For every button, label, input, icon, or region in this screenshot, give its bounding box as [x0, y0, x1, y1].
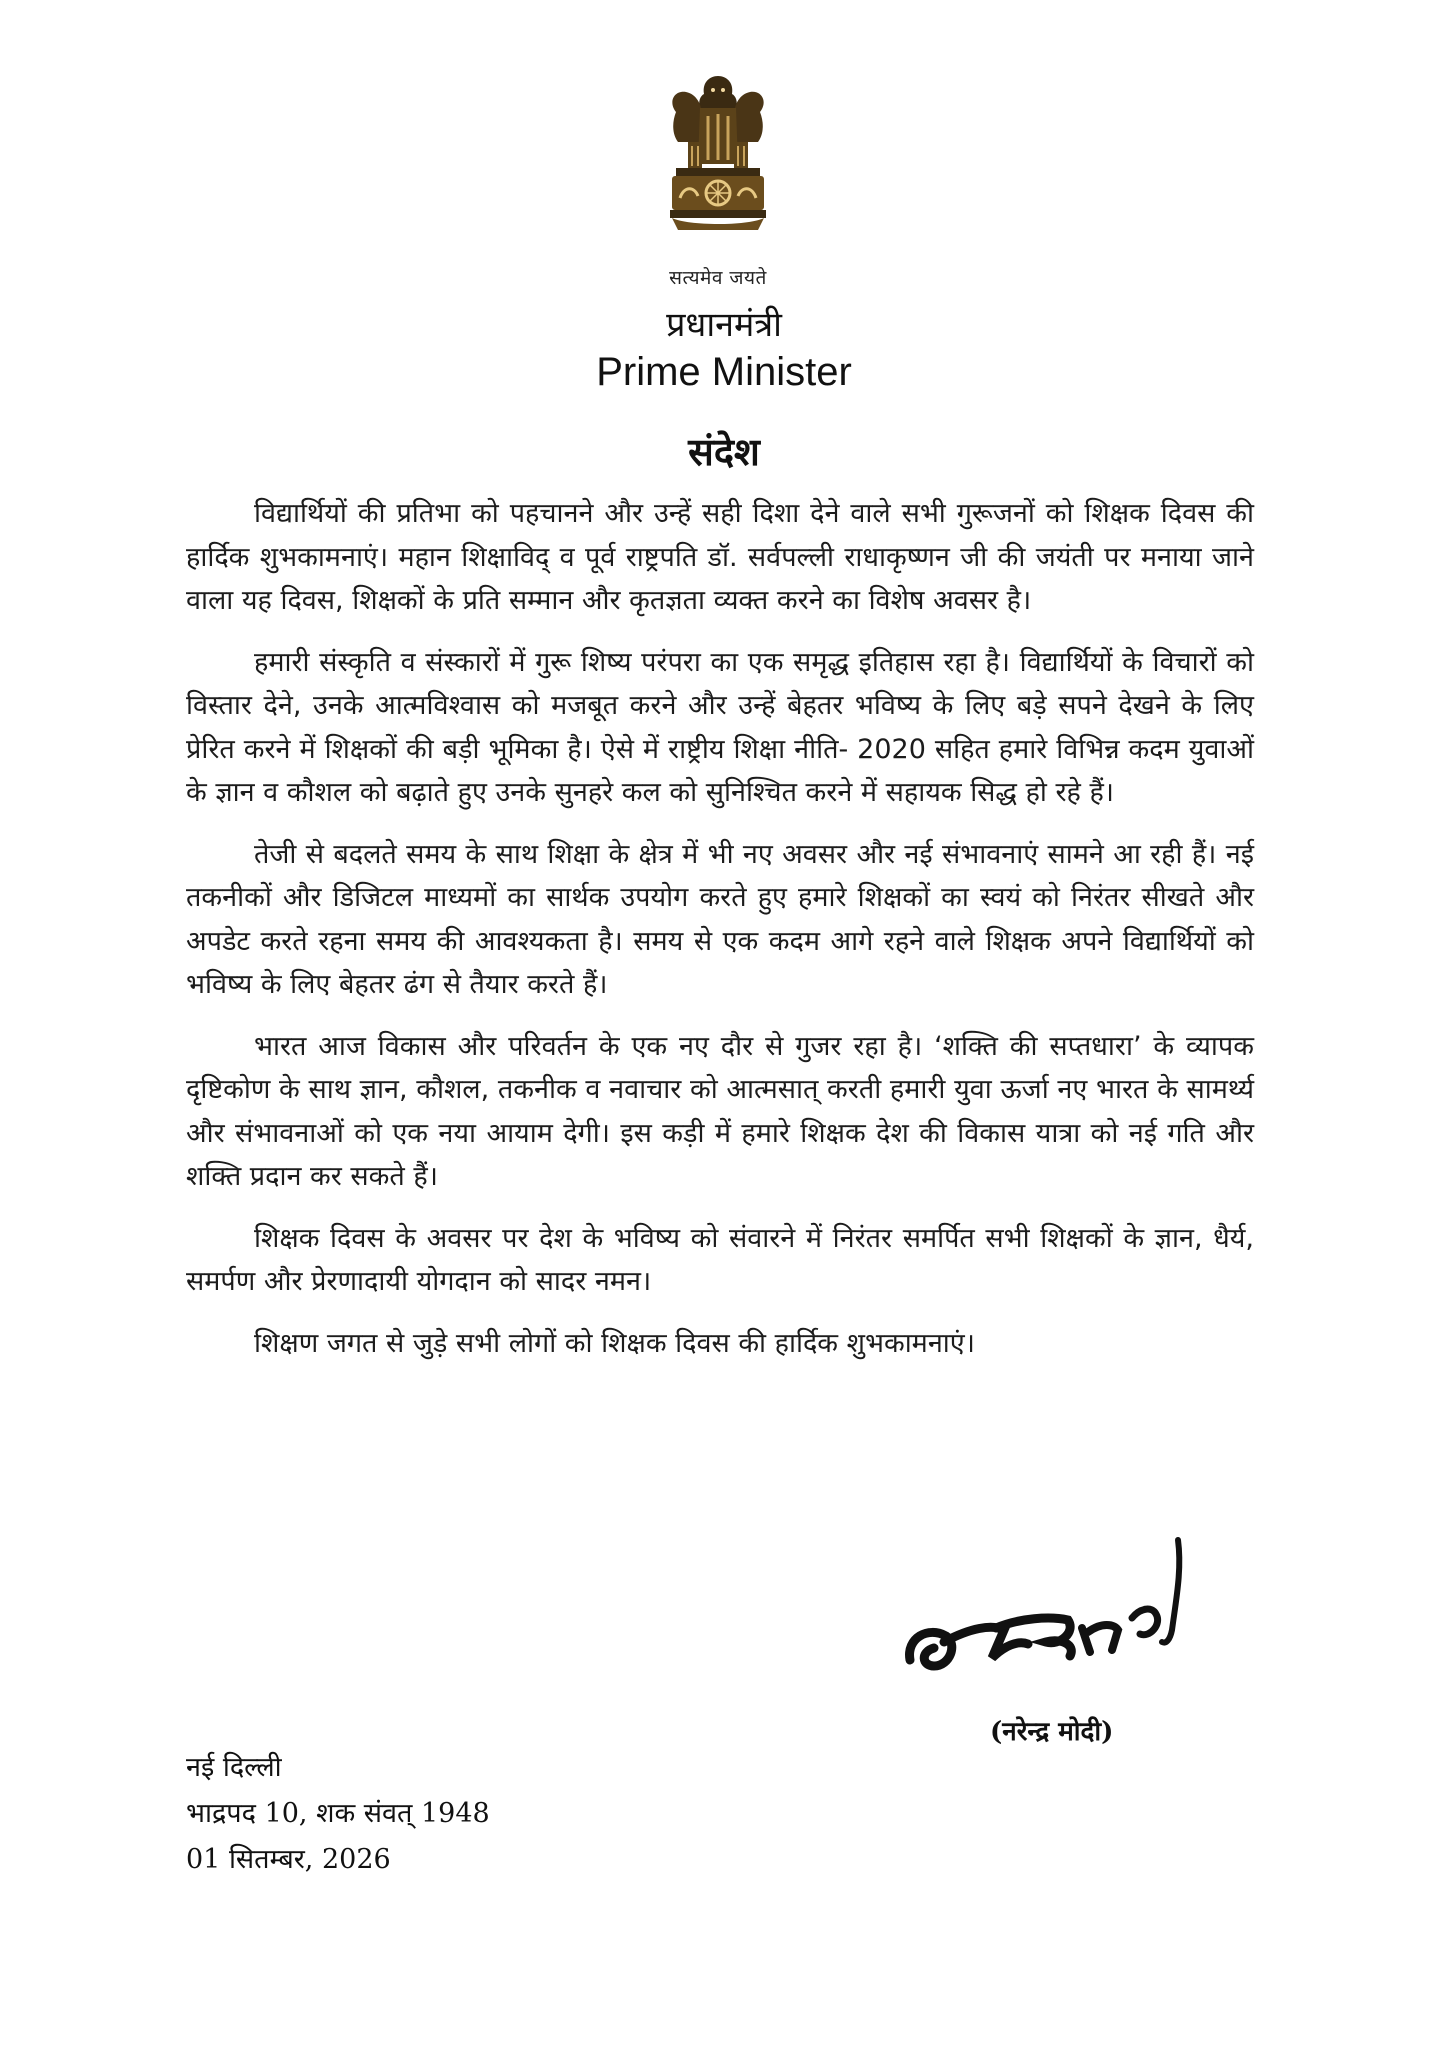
emblem-block — [600, 72, 836, 290]
paragraph-1: विद्यार्थियों की प्रतिभा को पहचानने और उन्हें सही दिशा देने वाले सभी गुरूजनों को शिक्षक दिवस की हार्दिक शुभकामनाएं। महान शिक्षाविद् व पूर्व राष्ट्रपति डॉ. सर्वपल्ली राधाकृष्णन जी की जयंती पर मनाया जाने वाला यह दिवस, शिक्षकों के प्रति सम्मान और कृतज्ञता व्यक्त करने का विशेष अवसर है। — [186, 498, 1254, 616]
office-title-english: Prime Minister — [596, 350, 852, 394]
paragraph-6: शिक्षण जगत से जुड़े सभी लोगों को शिक्षक दिवस की हार्दिक शुभकामनाएं। — [254, 1327, 975, 1359]
handwritten-signature — [900, 1520, 1200, 1700]
place: नई दिल्ली — [186, 1752, 282, 1783]
message-body — [186, 492, 1254, 1383]
signatory-name: (नरेन्द्र मोदी) — [990, 1717, 1114, 1747]
message-heading: संदेश — [688, 429, 760, 474]
paragraph-5: शिक्षक दिवस के अवसर पर देश के भविष्य को संवारने में निरंतर समर्पित सभी शिक्षकों के ज्ञान, धैर्य, समर्पण और प्रेरणादायी योगदान को सादर नमन। — [186, 1222, 1254, 1297]
saka-date: भाद्रपद 10, शक संवत् 1948 — [186, 1798, 490, 1829]
paragraph-3: तेजी से बदलते समय के साथ शिक्षा के क्षेत्र में भी नए अवसर और नई संभावनाएं सामने आ रही हैं। नई तकनीकों और डिजिटल माध्यमों का सार्थक उपयोग करते हुए हमारे शिक्षकों का स्वयं को निरंतर सीखते और अपडेट करते रहना समय की आवश्यकता है। समय से एक कदम आगे रहने वाले शिक्षक अपने विद्यार्थियों को भविष्य के लिए बेहतर ढंग से तैयार करते हैं। — [186, 838, 1254, 1000]
paragraph-4: भारत आज विकास और परिवर्तन के एक नए दौर से गुजर रहा है। ‘शक्ति की सप्तधारा’ के व्यापक दृष्टिकोण के साथ ज्ञान, कौशल, तकनीक व नवाचार को आत्मसात् करती हमारी युवा ऊर्जा नए भारत के सामर्थ्य और संभावनाओं को एक नया आयाम देगी। इस कड़ी में हमारे शिक्षक देश की विकास यात्रा को नई गति और शक्ति प्रदान कर सकते हैं। — [186, 1030, 1254, 1192]
office-title-hindi: प्रधानमंत्री — [666, 305, 782, 345]
paragraph-2: हमारी संस्कृति व संस्कारों में गुरू शिष्य परंपरा का एक समृद्ध इतिहास रहा है। विद्यार्थियों के विचारों को विस्तार देने, उनके आत्मविश्वास को मजबूत करने और उन्हें बेहतर भविष्य के लिए बड़े सपने देखने के लिए प्रेरित करने में शिक्षकों की बड़ी भूमिका है। ऐसे में राष्ट्रीय शिक्षा नीति- 2020 सहित हमारे विभिन्न कदम युवाओं के ज्ञान व कौशल को बढ़ाते हुए उनके सुनहरे कल को सुनिश्चित करने में सहायक सिद्ध हो रहे हैं। — [186, 646, 1254, 808]
place-and-date — [186, 1745, 490, 1883]
national-emblem-icon — [658, 72, 778, 262]
motto-text: सत्यमेव जयते — [669, 267, 767, 289]
gregorian-date: 01 सितम्बर, 2026 — [186, 1844, 391, 1875]
